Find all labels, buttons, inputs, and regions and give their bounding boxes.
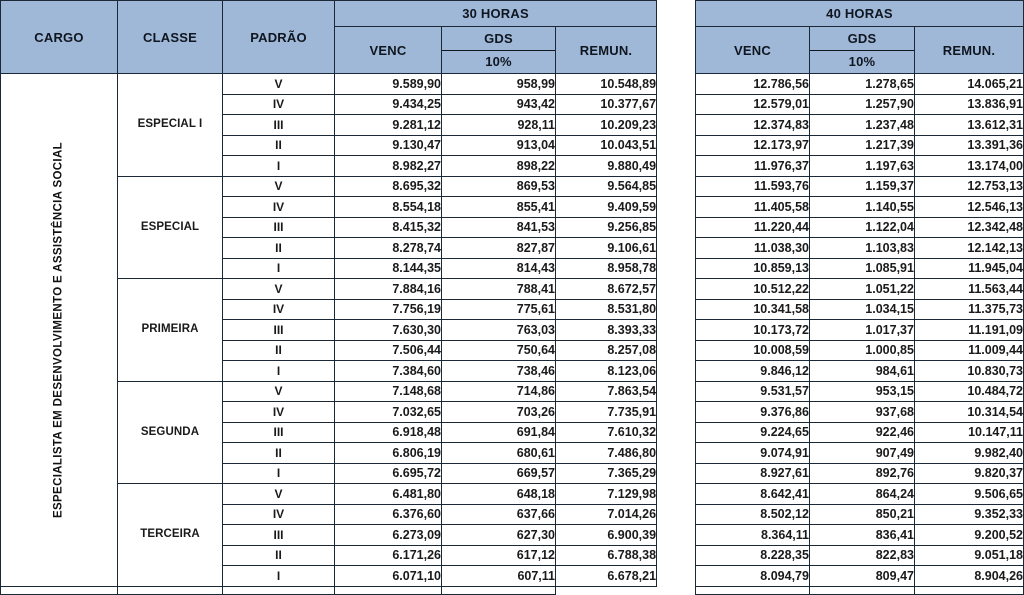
- column-header-classe: CLASSE: [118, 1, 223, 74]
- remun-cell: 12.142,13: [914, 238, 1023, 259]
- table-row: [695, 422, 1023, 443]
- gds-cell: 1.122,04: [809, 217, 914, 238]
- gds-cell: 637,66: [442, 504, 556, 525]
- table-body-40: [695, 74, 1023, 595]
- venc-cell: 8.642,41: [695, 484, 809, 505]
- salary-table-40-horas: [695, 0, 1024, 595]
- classe-cell: TERCEIRA: [118, 484, 223, 587]
- remun-cell: 10.147,11: [914, 422, 1023, 443]
- column-header-venc-40: VENC: [695, 27, 809, 74]
- remun-cell: 10.209,23: [556, 115, 657, 136]
- table-row: [695, 176, 1023, 197]
- padrao-cell: III: [223, 320, 335, 341]
- gds-cell: 892,76: [809, 463, 914, 484]
- padrao-cell: V: [223, 484, 335, 505]
- remun-cell: 11.945,04: [914, 258, 1023, 279]
- padrao-cell: II: [223, 135, 335, 156]
- remun-cell: 9.106,61: [556, 238, 657, 259]
- table-body-30: [1, 74, 657, 595]
- table-row: [695, 320, 1023, 341]
- table-row: [695, 299, 1023, 320]
- remun-cell: 8.257,08: [556, 340, 657, 361]
- remun-cell: 12.342,48: [914, 217, 1023, 238]
- column-header-gds-label-40: GDS: [810, 27, 914, 51]
- venc-cell: 11.038,30: [695, 238, 809, 259]
- gds-cell: 984,61: [809, 361, 914, 382]
- column-header-venc-30: VENC: [335, 27, 442, 74]
- column-header-gds-40: [809, 27, 914, 74]
- table-row: [695, 197, 1023, 218]
- table-row: [695, 135, 1023, 156]
- venc-cell: 8.927,61: [695, 463, 809, 484]
- column-header-remun-30: REMUN.: [556, 27, 657, 74]
- gds-cell: 1.140,55: [809, 197, 914, 218]
- gds-cell: 703,26: [442, 402, 556, 423]
- remun-cell: 13.174,00: [914, 156, 1023, 177]
- remun-cell: 8.958,78: [556, 258, 657, 279]
- padrao-cell: I: [223, 156, 335, 177]
- header-row-hours: [1, 1, 657, 27]
- remun-cell: 9.564,85: [556, 176, 657, 197]
- venc-cell: 8.278,74: [335, 238, 442, 259]
- remun-cell: 10.377,67: [556, 94, 657, 115]
- cropped-cell: [442, 586, 556, 594]
- remun-cell: 6.788,38: [556, 545, 657, 566]
- padrao-cell: III: [223, 525, 335, 546]
- cropped-cell: [809, 586, 914, 594]
- remun-cell: 9.820,37: [914, 463, 1023, 484]
- padrao-cell: II: [223, 340, 335, 361]
- venc-cell: 9.130,47: [335, 135, 442, 156]
- gds-cell: 763,03: [442, 320, 556, 341]
- remun-cell: 10.043,51: [556, 135, 657, 156]
- venc-cell: 8.695,32: [335, 176, 442, 197]
- venc-cell: 11.976,37: [695, 156, 809, 177]
- gds-cell: 1.257,90: [809, 94, 914, 115]
- cargo-vertical-label: ESPECIALISTA EM DESENVOLVIMENTO E ASSISTÊNCIA SOCIAL: [52, 141, 65, 518]
- remun-cell: 10.484,72: [914, 381, 1023, 402]
- gds-cell: 822,83: [809, 545, 914, 566]
- gds-cell: 1.278,65: [809, 74, 914, 95]
- venc-cell: 6.918,48: [335, 422, 442, 443]
- column-header-gds-label-30: GDS: [442, 27, 555, 51]
- cropped-cell: [695, 586, 809, 594]
- gds-cell: 680,61: [442, 443, 556, 464]
- remun-cell: 11.563,44: [914, 279, 1023, 300]
- gds-cell: 714,86: [442, 381, 556, 402]
- venc-cell: 7.756,19: [335, 299, 442, 320]
- venc-cell: 9.531,57: [695, 381, 809, 402]
- remun-cell: 9.200,52: [914, 525, 1023, 546]
- gds-cell: 922,46: [809, 422, 914, 443]
- venc-cell: 6.376,60: [335, 504, 442, 525]
- venc-cell: 9.434,25: [335, 94, 442, 115]
- cropped-cell: [335, 586, 442, 594]
- gds-cell: 750,64: [442, 340, 556, 361]
- remun-cell: 6.900,39: [556, 525, 657, 546]
- table-row: [695, 381, 1023, 402]
- remun-cell: 12.546,13: [914, 197, 1023, 218]
- table-row: [695, 217, 1023, 238]
- remun-cell: 8.531,80: [556, 299, 657, 320]
- table-row: [695, 279, 1023, 300]
- venc-cell: 7.032,65: [335, 402, 442, 423]
- table-row: [695, 525, 1023, 546]
- remun-cell: 9.409,59: [556, 197, 657, 218]
- padrao-cell: II: [223, 443, 335, 464]
- remun-cell: 10.314,54: [914, 402, 1023, 423]
- gds-cell: 1.103,83: [809, 238, 914, 259]
- venc-cell: 6.806,19: [335, 443, 442, 464]
- gds-cell: 841,53: [442, 217, 556, 238]
- remun-cell: 8.672,57: [556, 279, 657, 300]
- classe-cell: SEGUNDA: [118, 381, 223, 484]
- table-row: [695, 545, 1023, 566]
- remun-cell: 7.610,32: [556, 422, 657, 443]
- gds-cell: 814,43: [442, 258, 556, 279]
- table-row: [695, 94, 1023, 115]
- gds-cell: 827,87: [442, 238, 556, 259]
- gds-cell: 775,61: [442, 299, 556, 320]
- venc-cell: 12.374,83: [695, 115, 809, 136]
- table-row: [695, 115, 1023, 136]
- gds-cell: 648,18: [442, 484, 556, 505]
- remun-cell: 9.506,65: [914, 484, 1023, 505]
- gds-cell: 1.051,22: [809, 279, 914, 300]
- gds-cell: 953,15: [809, 381, 914, 402]
- header-hours-30: 30 HORAS: [335, 1, 657, 27]
- remun-cell: 7.863,54: [556, 381, 657, 402]
- table-row: [695, 156, 1023, 177]
- venc-cell: 8.144,35: [335, 258, 442, 279]
- remun-cell: 10.548,89: [556, 74, 657, 95]
- remun-cell: 11.375,73: [914, 299, 1023, 320]
- remun-cell: 9.982,40: [914, 443, 1023, 464]
- gds-cell: 627,30: [442, 525, 556, 546]
- venc-cell: 6.481,80: [335, 484, 442, 505]
- table-row-cropped: [695, 586, 1023, 594]
- cargo-vertical-label-cell: [1, 74, 118, 587]
- padrao-cell: V: [223, 279, 335, 300]
- table-row-cropped: [1, 586, 657, 594]
- padrao-cell: IV: [223, 94, 335, 115]
- venc-cell: 8.554,18: [335, 197, 442, 218]
- padrao-cell: II: [223, 545, 335, 566]
- cropped-cell: [1, 586, 118, 594]
- table-row: [695, 340, 1023, 361]
- padrao-cell: III: [223, 422, 335, 443]
- table-row: [695, 504, 1023, 525]
- venc-cell: 8.982,27: [335, 156, 442, 177]
- column-header-gds-30: [442, 27, 556, 74]
- padrao-cell: V: [223, 74, 335, 95]
- venc-cell: 9.846,12: [695, 361, 809, 382]
- gds-cell: 809,47: [809, 566, 914, 587]
- gds-cell: 943,42: [442, 94, 556, 115]
- table-row: [695, 74, 1023, 95]
- remun-cell: 13.391,36: [914, 135, 1023, 156]
- remun-cell: 7.735,91: [556, 402, 657, 423]
- venc-cell: 8.415,32: [335, 217, 442, 238]
- venc-cell: 9.281,12: [335, 115, 442, 136]
- gds-cell: 898,22: [442, 156, 556, 177]
- table-row: [695, 484, 1023, 505]
- venc-cell: 8.228,35: [695, 545, 809, 566]
- remun-cell: 6.678,21: [556, 566, 657, 587]
- gds-cell: 669,57: [442, 463, 556, 484]
- cropped-cell: [223, 586, 335, 594]
- padrao-cell: I: [223, 361, 335, 382]
- venc-cell: 9.074,91: [695, 443, 809, 464]
- padrao-cell: III: [223, 115, 335, 136]
- table-row: [695, 258, 1023, 279]
- remun-cell: 11.009,44: [914, 340, 1023, 361]
- column-header-remun-40: REMUN.: [914, 27, 1023, 74]
- gds-cell: 1.237,48: [809, 115, 914, 136]
- remun-cell: 9.051,18: [914, 545, 1023, 566]
- padrao-cell: V: [223, 176, 335, 197]
- venc-cell: 10.512,22: [695, 279, 809, 300]
- padrao-cell: IV: [223, 504, 335, 525]
- remun-cell: 13.836,91: [914, 94, 1023, 115]
- gds-cell: 869,53: [442, 176, 556, 197]
- venc-cell: 6.171,26: [335, 545, 442, 566]
- padrao-cell: IV: [223, 197, 335, 218]
- venc-cell: 12.579,01: [695, 94, 809, 115]
- cropped-cell: [914, 586, 1023, 594]
- remun-cell: 9.352,33: [914, 504, 1023, 525]
- padrao-cell: I: [223, 258, 335, 279]
- header-hours-40: 40 HORAS: [695, 1, 1023, 27]
- venc-cell: 10.008,59: [695, 340, 809, 361]
- remun-cell: 8.904,26: [914, 566, 1023, 587]
- table-row: [1, 74, 657, 95]
- remun-cell: 9.880,49: [556, 156, 657, 177]
- venc-cell: 10.341,58: [695, 299, 809, 320]
- venc-cell: 12.173,97: [695, 135, 809, 156]
- gds-cell: 855,41: [442, 197, 556, 218]
- gds-cell: 1.085,91: [809, 258, 914, 279]
- gds-cell: 1.034,15: [809, 299, 914, 320]
- venc-cell: 7.506,44: [335, 340, 442, 361]
- gds-cell: 836,41: [809, 525, 914, 546]
- remun-cell: 12.753,13: [914, 176, 1023, 197]
- table-header-30: [1, 1, 657, 74]
- column-header-padrao: PADRÃO: [223, 1, 335, 74]
- table-gap-divider: [657, 0, 695, 1]
- remun-cell: 7.365,29: [556, 463, 657, 484]
- venc-cell: 11.220,44: [695, 217, 809, 238]
- header-row-hours-40: [695, 1, 1023, 27]
- column-header-gds-percent-40: 10%: [810, 51, 914, 73]
- cropped-cell: [118, 586, 223, 594]
- venc-cell: 11.405,58: [695, 197, 809, 218]
- gds-cell: 937,68: [809, 402, 914, 423]
- venc-cell: 9.376,86: [695, 402, 809, 423]
- gds-cell: 850,21: [809, 504, 914, 525]
- remun-cell: 13.612,31: [914, 115, 1023, 136]
- remun-cell: 8.393,33: [556, 320, 657, 341]
- venc-cell: 8.364,11: [695, 525, 809, 546]
- venc-cell: 7.148,68: [335, 381, 442, 402]
- table-row: [695, 443, 1023, 464]
- venc-cell: 7.630,30: [335, 320, 442, 341]
- gds-cell: 913,04: [442, 135, 556, 156]
- gds-cell: 691,84: [442, 422, 556, 443]
- venc-cell: 8.094,79: [695, 566, 809, 587]
- venc-cell: 6.695,72: [335, 463, 442, 484]
- remun-cell: 9.256,85: [556, 217, 657, 238]
- column-header-gds-percent-30: 10%: [442, 51, 555, 73]
- header-row-subcolumns-40: [695, 27, 1023, 74]
- remun-cell: 14.065,21: [914, 74, 1023, 95]
- padrao-cell: II: [223, 238, 335, 259]
- gds-cell: 1.159,37: [809, 176, 914, 197]
- padrao-cell: IV: [223, 402, 335, 423]
- gds-cell: 1.197,63: [809, 156, 914, 177]
- gds-cell: 907,49: [809, 443, 914, 464]
- venc-cell: 9.224,65: [695, 422, 809, 443]
- remun-cell: 7.486,80: [556, 443, 657, 464]
- gds-cell: 788,41: [442, 279, 556, 300]
- gds-cell: 617,12: [442, 545, 556, 566]
- padrao-cell: I: [223, 463, 335, 484]
- gds-cell: 1.017,37: [809, 320, 914, 341]
- venc-cell: 12.786,56: [695, 74, 809, 95]
- venc-cell: 8.502,12: [695, 504, 809, 525]
- venc-cell: 6.071,10: [335, 566, 442, 587]
- venc-cell: 6.273,09: [335, 525, 442, 546]
- venc-cell: 9.589,90: [335, 74, 442, 95]
- remun-cell: 8.123,06: [556, 361, 657, 382]
- venc-cell: 7.384,60: [335, 361, 442, 382]
- gds-cell: 958,99: [442, 74, 556, 95]
- table-row: [695, 361, 1023, 382]
- gds-cell: 864,24: [809, 484, 914, 505]
- column-header-cargo: CARGO: [1, 1, 118, 74]
- gds-cell: 1.217,39: [809, 135, 914, 156]
- remun-cell: 7.014,26: [556, 504, 657, 525]
- venc-cell: 11.593,76: [695, 176, 809, 197]
- padrao-cell: IV: [223, 299, 335, 320]
- table-row: [695, 463, 1023, 484]
- remun-cell: 10.830,73: [914, 361, 1023, 382]
- gds-cell: 1.000,85: [809, 340, 914, 361]
- gds-cell: 738,46: [442, 361, 556, 382]
- gds-cell: 607,11: [442, 566, 556, 587]
- venc-cell: 7.884,16: [335, 279, 442, 300]
- table-header-40: [695, 1, 1023, 74]
- classe-cell: ESPECIAL: [118, 176, 223, 279]
- gds-cell: 928,11: [442, 115, 556, 136]
- table-row: [695, 566, 1023, 587]
- venc-cell: 10.859,13: [695, 258, 809, 279]
- remun-cell: 7.129,98: [556, 484, 657, 505]
- padrao-cell: III: [223, 217, 335, 238]
- padrao-cell: V: [223, 381, 335, 402]
- padrao-cell: I: [223, 566, 335, 587]
- classe-cell: PRIMEIRA: [118, 279, 223, 382]
- table-row: [695, 238, 1023, 259]
- venc-cell: 10.173,72: [695, 320, 809, 341]
- classe-cell: ESPECIAL I: [118, 74, 223, 177]
- remun-cell: 11.191,09: [914, 320, 1023, 341]
- table-row: [695, 402, 1023, 423]
